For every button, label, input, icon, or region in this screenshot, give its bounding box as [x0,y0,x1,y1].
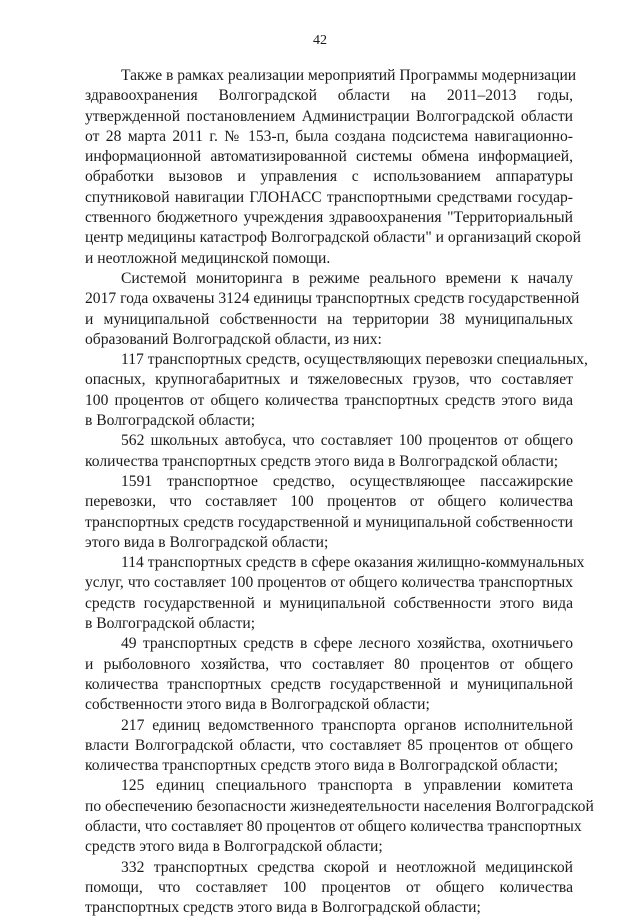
text-line: перевозки, что составляет 100 процентов от общего количества [85,493,573,511]
text-line: центр медицины катастроф Волгоградской области" и организаций скорой [85,229,581,247]
paragraph [85,553,585,634]
text-line: 117 транспортных средств, осуществляющих перевозки специальных, [121,351,588,369]
text-line: здравоохранения Волгоградской области на 2011–2013 годы, [85,87,573,105]
text-line: опасных, крупногабаритных и тяжеловесных грузов, что составляет [85,371,573,389]
text-line: средств государственной и муниципальной собственности этого вида [85,594,573,612]
text-line: по обеспечению безопасности жизнедеятельности населения Волгоградской [85,797,594,815]
text-line: средств этого вида в Волгоградской области; [85,838,383,856]
page-number: 42 [313,33,327,48]
text-line: обработки вызовов и управления с использованием аппаратуры [85,168,573,186]
text-line: власти Волгоградской области, что составляет 85 процентов от общего [85,736,573,754]
paragraph [85,716,573,777]
text-line: 49 транспортных средств в сфере лесного хозяйства, охотничьего [121,635,573,653]
paragraph [85,634,573,715]
paragraph [85,431,573,472]
text-line: и муниципальной собственности на территории 38 муниципальных [85,310,573,328]
text-line: образований Волгоградской области, из них: [85,330,382,348]
text-line: и рыболовного хозяйства, что составляет 80 процентов от общего [85,655,573,673]
text-line: 125 единиц специального транспорта в управлении комитета [121,777,573,795]
text-line: ственного бюджетного учреждения здравоохранения "Территориальный [85,209,573,227]
text-line: 1591 транспортное средство, осуществляющее пассажирские [121,472,573,490]
text-line: спутниковой навигации ГЛОНАСС транспортными средствами государ- [85,188,573,206]
paragraph [85,269,580,350]
text-line: услуг, что составляет 100 процентов от общего количества транспортных [85,574,573,592]
text-line: 100 процентов от общего количества транспортных средств этого вида [85,391,573,409]
text-line: этого вида в Волгоградской области; [85,533,329,551]
text-line: помощи, что составляет 100 процентов от общего количества [85,878,573,896]
paragraph [85,858,573,918]
text-line: собственности этого вида в Волгоградской области; [85,696,430,714]
text-line: транспортных средств этого вида в Волгоградской области; [85,899,481,917]
text-line: и неотложной медицинской помощи. [85,249,331,267]
paragraph [85,776,594,857]
document-body [85,66,594,918]
text-line: от 28 марта 2011 г. № 153-п, была создана подсистема навигационно- [85,127,573,145]
paragraph [85,472,573,553]
text-line: транспортных средств государственной и муниципальной собственности [85,513,573,531]
paragraph [85,350,588,431]
text-line: количества транспортных средств этого вида в Волгоградской области; [85,452,559,470]
text-line: 562 школьных автобуса, что составляет 100 процентов от общего [121,432,573,450]
text-line: количества транспортных средств этого вида в Волгоградской области; [85,757,559,775]
text-line: 2017 года охвачены 3124 единицы транспортных средств государственной [85,290,580,308]
text-line: в Волгоградской области; [85,615,256,633]
text-line: количества транспортных средств государственной и муниципальной [85,675,573,693]
text-line: в Волгоградской области; [85,412,256,430]
text-line: утвержденной постановлением Администрации Волгоградской области [85,107,573,125]
paragraph [85,66,581,269]
text-line: 114 транспортных средств в сфере оказания жилищно-коммунальных [121,554,585,572]
text-line: Системой мониторинга в режиме реального времени к началу [121,269,573,287]
text-line: Также в рамках реализации мероприятий Программы модернизации [121,67,577,84]
text-line: информационной автоматизированной системы обмена информацией, [85,148,573,166]
text-line: области, что составляет 80 процентов от общего количества транспортных [85,817,582,835]
text-line: 332 транспортных средства скорой и неотложной медицинской [121,858,573,876]
text-line: 217 единиц ведомственного транспорта органов исполнительной [121,716,573,734]
